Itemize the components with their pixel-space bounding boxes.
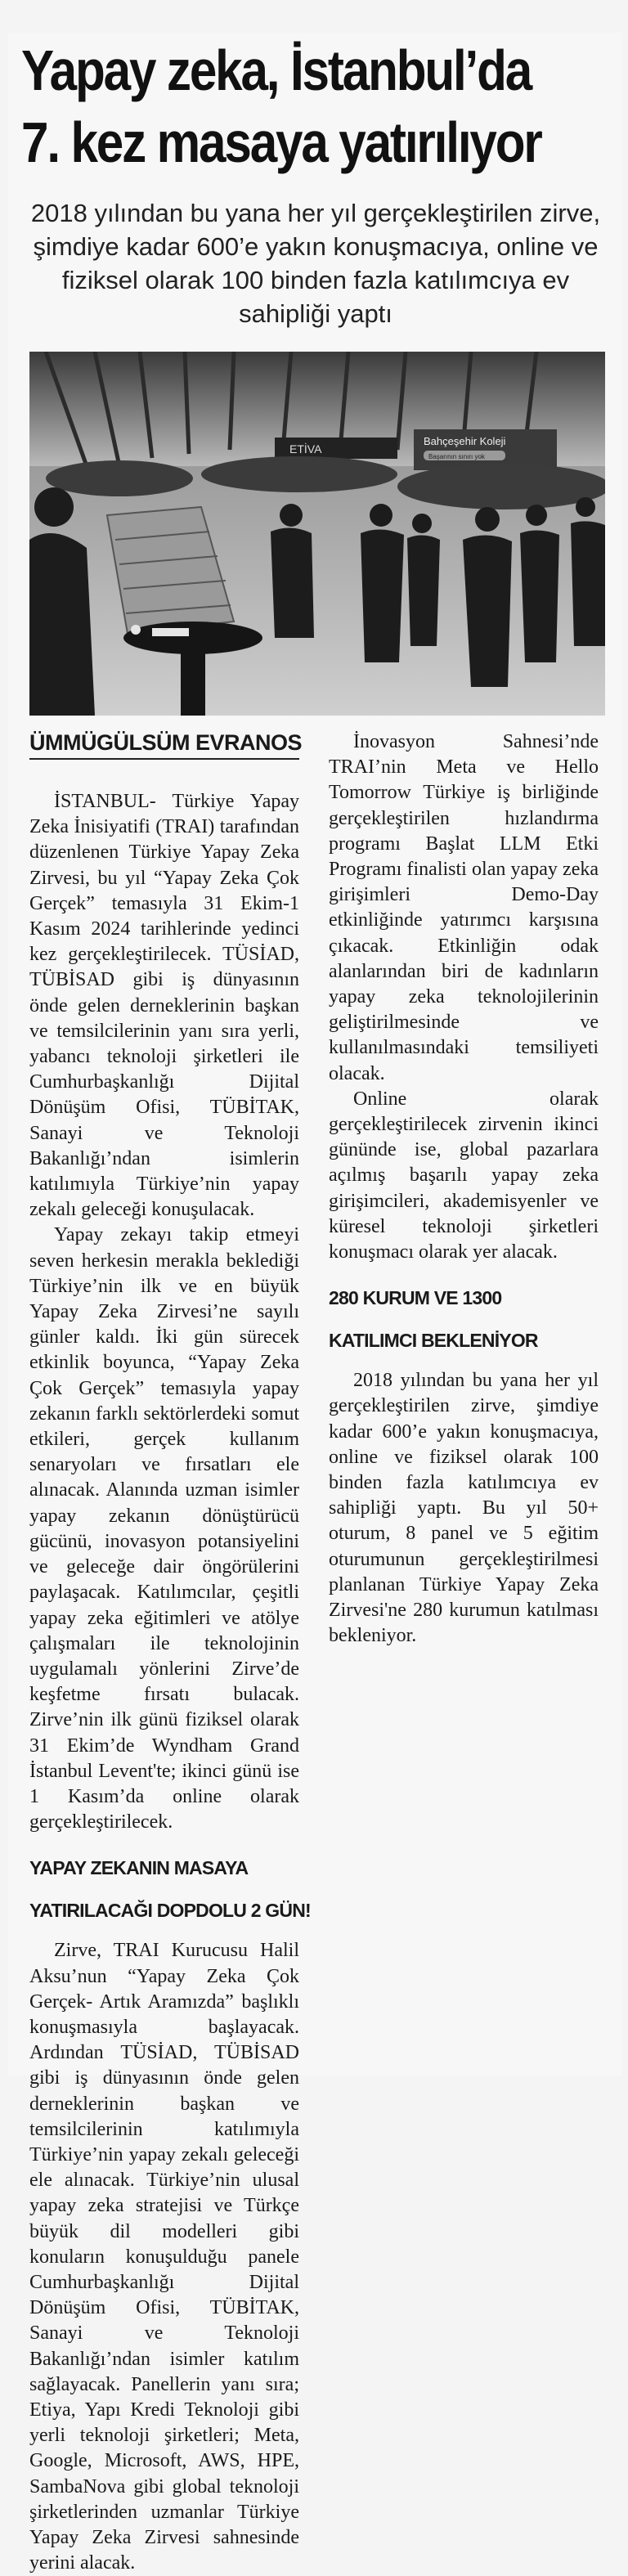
subheading-full-two-days-line-2: YATIRILACAĞI DOPDOLU 2 GÜN! — [29, 1900, 311, 1922]
bahcesehir-sign-subtext: Başarının sınırı yok — [428, 453, 485, 460]
bahcesehir-sign-text: Bahçeşehir Koleji — [424, 435, 506, 447]
etiva-sign-text: ETİVA — [289, 442, 322, 456]
paragraph-online-day: Online olarak gerçekleştirilecek zirvenin ikinci gününde ise, global pazarlara açılmış başarılı yapay zeka girişimcileri, akademisyenler ve küresel teknoloji şirketleri konuşmacı olarak yer alacak. — [329, 1088, 599, 1263]
conference-crowd-image — [29, 352, 605, 716]
subheading-participants — [329, 1277, 599, 1362]
etiva-sign — [275, 438, 397, 459]
headline-line-1: Yapay zeka, İstanbul’da — [21, 38, 532, 102]
paragraph-program: Zirve, TRAI Kurucusu Halil Aksu’nun “Yapay Zeka Çok Gerçek- Artık Aramızda” başlıklı konuşmasıyla başlayacak. Ardından TÜSİAD, TÜBİSAD gibi iş dünyasının önde gelen derneklerinin başkan ve temsilcilerinin katılımıyla Türkiye’nin yapay zekalı geleceği ele alınacak. Türkiye’nin ulusal yapay zeka stratejisi ve Türkçe büyük dil modelleri gibi konuların konuşulduğu panele Cumhurbaşkanlığı Dijital Dönüşüm Ofisi, TÜBİTAK, Sanayi ve Teknoloji Bakanlığı’ndan isimler katılım sağlayacak. Panellerin yanı sıra; Etiya, Yapı Kredi Teknoloji gibi yerli teknoloji şirketleri; Meta, Google, Microsoft, AWS, HPE, SambaNova gibi global teknoloji şirketlerinden uzmanlar Türkiye Yapay Zeka Zirvesi sahnesinde yerini alacak. — [29, 1940, 299, 2574]
subheading-full-two-days — [29, 1847, 311, 1932]
article-column-2 — [329, 729, 599, 1649]
subheading-participants-line-2: KATILIMCI BEKLENİYOR — [329, 1330, 538, 1352]
headline — [21, 34, 541, 178]
paragraph-intro: İSTANBUL- Türkiye Yapay Zeka İnisiyatifi (TRAI) tarafından düzenlenen Türkiye Yapay Zeka Zirvesi, bu yıl “Yapay Zeka Çok Gerçek” temasıyla 31 Ekim-1 Kasım 2024 tarihlerinde yedinci kez gerçekleştirilecek. TÜSİAD, TÜBİSAD gibi iş dünyasının önde gelen derneklerinin başkan ve temsilcilerinin yanı sıra yerli, yabancı teknoloji şirketleri ile Cumhurbaşkanlığı Dijital Dönüşüm Ofisi, TÜBİTAK, Sanayi ve Teknoloji Bakanlığı’ndan isimlerin katılımıyla Türkiye’nin yapay zekalı geleceği konuşulacak. — [29, 791, 299, 1221]
paragraph-countdown: Yapay zekayı takip etmeyi seven herkesin merakla beklediği Türkiye’nin ilk ve en büyük Yapay Zeka Zirvesi’ne sayılı günler kaldı. İki gün sürecek etkinlik boyunca, “Yapay Zeka Çok Gerçek” temasıyla yapay zekanın farklı sektörlerdeki somut etkileri, gerçek kullanım senaryoları ve fırsatları ele alınacak. Alanında uzman isimler yapay zekanın dönüştürücü gücünü, inovasyon potansiyelini ve geleceğe dair öngörülerini paylaşacak. Katılımcılar, çeşitli yapay zeka eğitimleri ve atölye çalışmaları ile teknolojinin uygulamalı yönlerini Zirve’de keşfetme fırsatı bulacak. Zirve’nin ilk günü fiziksel olarak 31 Ekim’de Wyndham Grand İstanbul Levent'te; ikinci günü ise 1 Kasım’da online olarak gerçekleştirilecek. — [29, 1224, 299, 1833]
deck-summary: 2018 yılından bu yana her yıl gerçekleştirilen zirve, şimdiye kadar 600’e yakın konuşmacıya, online ve fiziksel olarak 100 binden fazla katılımcıya ev sahipliği yaptı — [30, 199, 601, 328]
paragraph-history: 2018 yılından bu yana her yıl gerçekleştirilen zirve, şimdiye kadar 600’e yakın konuşmacıya, online ve fiziksel olarak 100 binden fazla katılımcıya ev sahipliği yaptı. Bu yıl 50+ oturum, 8 panel ve 5 eğitim oturumunun gerçekleştirilmesi planlanan Türkiye Yapay Zeka Zirvesi'ne 280 kurumun katılması bekleniyor. — [329, 1370, 599, 1647]
author-byline: ÜMMÜGÜLSÜM EVRANOS — [29, 729, 299, 760]
subheading-participants-line-1: 280 KURUM VE 1300 — [329, 1287, 502, 1309]
paragraph-innovation-stage: İnovasyon Sahnesi’nde TRAI’nin Meta ve Hello Tomorrow Türkiye iş birliğinde gerçekleştirilen hızlandırma programı Başlat LLM Etki Programı finalisti olan yapay zeka girişimleri Demo-Day etkinliğinde yatırımcı karşısına çıkacak. Etkinliğin odak alanlarından biri de kadınların yapay zeka teknolojilerinin geliştirilmesinde ve kullanılmasındaki temsiliyeti olacak. — [329, 731, 599, 1084]
event-photo — [29, 352, 605, 716]
subheading-full-two-days-line-1: YAPAY ZEKANIN MASAYA — [29, 1857, 249, 1879]
headline-line-2: 7. kez masaya yatırılıyor — [21, 110, 541, 174]
article-column-1 — [29, 729, 311, 2576]
